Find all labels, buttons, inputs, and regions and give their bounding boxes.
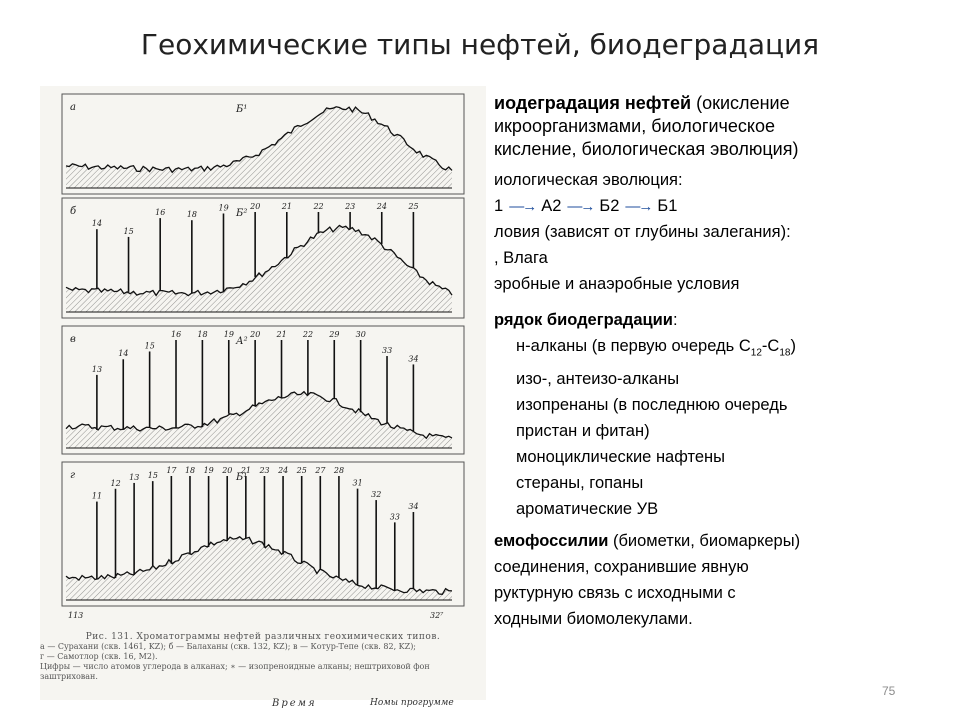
peak-label: 24 [376, 202, 387, 211]
peak-label: 13 [129, 472, 140, 482]
axis-end-label: 32⁷ [430, 611, 444, 620]
panel-letter: б [70, 206, 77, 217]
peak-label: 24 [278, 466, 289, 475]
biodegradation-heading-rest: (окисление [691, 93, 790, 113]
peak-label: 33 [389, 512, 400, 522]
evolution-label: иологическая эволюция: [494, 171, 683, 189]
order-item-aromatic: ароматические УВ [516, 500, 659, 519]
type-label: А² [236, 336, 248, 347]
chromatogram-panel [62, 326, 464, 454]
chemofossils-line-2: соединения, сохранившие явную [494, 558, 749, 577]
order-item-naphthenes: моноциклические нафтены [516, 448, 725, 467]
order-item-iso: изо-, антеизо-алканы [516, 370, 680, 389]
peak-label: 23 [345, 202, 356, 211]
aerobic-line: эробные и анаэробные условия [494, 275, 740, 293]
order-heading-bold: рядок биодеградации [494, 311, 673, 329]
peak-label: 22 [302, 330, 314, 339]
chemofossils-heading [494, 528, 934, 554]
peak-label: 15 [147, 471, 158, 481]
peak-label: 19 [223, 330, 234, 339]
slide-title: Геохимические типы нефтей, биодеградация [140, 28, 820, 61]
order-heading [494, 307, 934, 333]
peak-label: 16 [155, 208, 166, 218]
peak-label: 25 [296, 466, 307, 475]
biodegradation-line-2: икроорганизмами, биологическое [494, 116, 776, 136]
peak-label: 15 [123, 226, 134, 236]
peak-label: 18 [197, 330, 208, 339]
peak-label: 20 [250, 330, 261, 339]
peak-label: 16 [171, 330, 182, 339]
arrow-right-icon: —→ [567, 197, 594, 215]
chemofossils-line-4: ходными биомолекулами. [494, 610, 693, 629]
order-item-isoprenanes: изопренаны (в последнюю очередь [516, 396, 788, 415]
caption-line: г — Самотлор (скв. 16, M2). [40, 652, 158, 661]
arrow-right-icon: —→ [625, 197, 652, 215]
order-item-steranes: стераны, гопаны [516, 474, 644, 493]
peak-label: 19 [218, 203, 229, 213]
chromatogram-panel [62, 94, 464, 194]
chain-step: Б1 [657, 196, 678, 215]
peak-label: 15 [144, 341, 155, 351]
peak-label: 33 [382, 346, 393, 356]
peak-label: 34 [408, 354, 419, 364]
peak-label: 34 [408, 502, 419, 512]
peak-label: 31 [352, 478, 363, 488]
peak-label: 22 [313, 202, 324, 211]
alkanes-sub-start: 12 [750, 347, 762, 359]
peak-label: 25 [408, 202, 419, 211]
peak-label: 32 [371, 490, 382, 500]
axis-time-label: Время [272, 698, 317, 709]
order-item-alkanes [494, 333, 934, 366]
biodegradation-line-3: кисление, биологическая эволюция) [494, 139, 799, 159]
peak-label: 29 [329, 330, 340, 339]
alkanes-sub-end: 18 [779, 347, 791, 359]
peak-label: 21 [281, 202, 292, 211]
chain-step: А2 [541, 196, 562, 215]
biodegradation-heading-bold: иодеградация нефтей [494, 93, 692, 113]
chain-step: 1 [494, 196, 504, 215]
caption-line: заштрихован. [40, 672, 98, 681]
chemofossils-line-3: руктурную связь с исходными с [494, 584, 736, 603]
peak-label: 21 [276, 330, 287, 339]
page-number: 75 [882, 684, 896, 698]
peak-label: 14 [91, 219, 103, 229]
peak-label: 11 [91, 491, 103, 501]
peak-label: 18 [186, 210, 198, 220]
alkanes-dash: -С [761, 337, 780, 355]
peak-label: 20 [250, 202, 261, 211]
order-heading-rest: : [672, 311, 678, 329]
alkanes-text: н-алканы (в первую очередь С [516, 337, 751, 355]
order-item-pristane: пристан и фитан) [516, 422, 650, 441]
peak-label: 23 [259, 466, 270, 475]
peak-label: 18 [184, 466, 196, 475]
caption-line: Цифры — число атомов углерода в алканах; ∗ — изопреноидные алканы; нештриховой фон [40, 662, 430, 671]
chemofossils-rest: (биометки, биомаркеры) [608, 532, 801, 551]
peak-label: 12 [110, 478, 121, 488]
type-label: Б² [236, 208, 248, 219]
peak-label: 27 [315, 466, 326, 475]
chromatogram-figure [40, 86, 486, 709]
axis-note-label: Номы прогрумме [370, 698, 454, 708]
chromatogram-svg [40, 86, 486, 700]
peak-label: 21 [240, 466, 252, 475]
peak-label: 13 [91, 364, 103, 374]
peak-label: 28 [333, 466, 345, 475]
chromatogram-panel [62, 198, 464, 318]
chain-step: Б2 [599, 196, 620, 215]
caption-line: а — Сурахани (скв. 1461, KZ); б — Балаханы (скв. 132, KZ); в — Котур-Тепе (скв. 82, KZ); [40, 642, 417, 651]
panel-letter: в [70, 334, 76, 345]
evolution-chain [494, 193, 934, 219]
peak-label: 14 [118, 349, 129, 359]
text-column [494, 92, 934, 632]
peak-label: 19 [203, 466, 214, 475]
alkanes-suffix: ) [790, 337, 796, 355]
peak-label: 17 [166, 466, 177, 475]
panel-letter: а [70, 102, 76, 113]
peak-label: 20 [222, 466, 233, 475]
arrow-right-icon: —→ [509, 197, 536, 215]
panel-letter: г [70, 470, 76, 481]
chromatogram-panel [62, 462, 464, 606]
biodegradation-heading [494, 92, 934, 115]
type-label: Б¹ [236, 104, 248, 115]
chemofossils-bold: емофоссилии [494, 532, 609, 551]
caption-title: Рис. 131. Хроматограммы нефтей различных геохимических типов. [85, 632, 441, 642]
axis-start-label: 113 [68, 611, 84, 620]
type-label: Б¹ [236, 472, 248, 483]
figure-caption [40, 632, 486, 682]
conditions-line: ловия (зависят от глубины залегания): [494, 223, 791, 241]
moisture-line: , Влага [494, 249, 548, 267]
peak-label: 30 [355, 330, 366, 339]
